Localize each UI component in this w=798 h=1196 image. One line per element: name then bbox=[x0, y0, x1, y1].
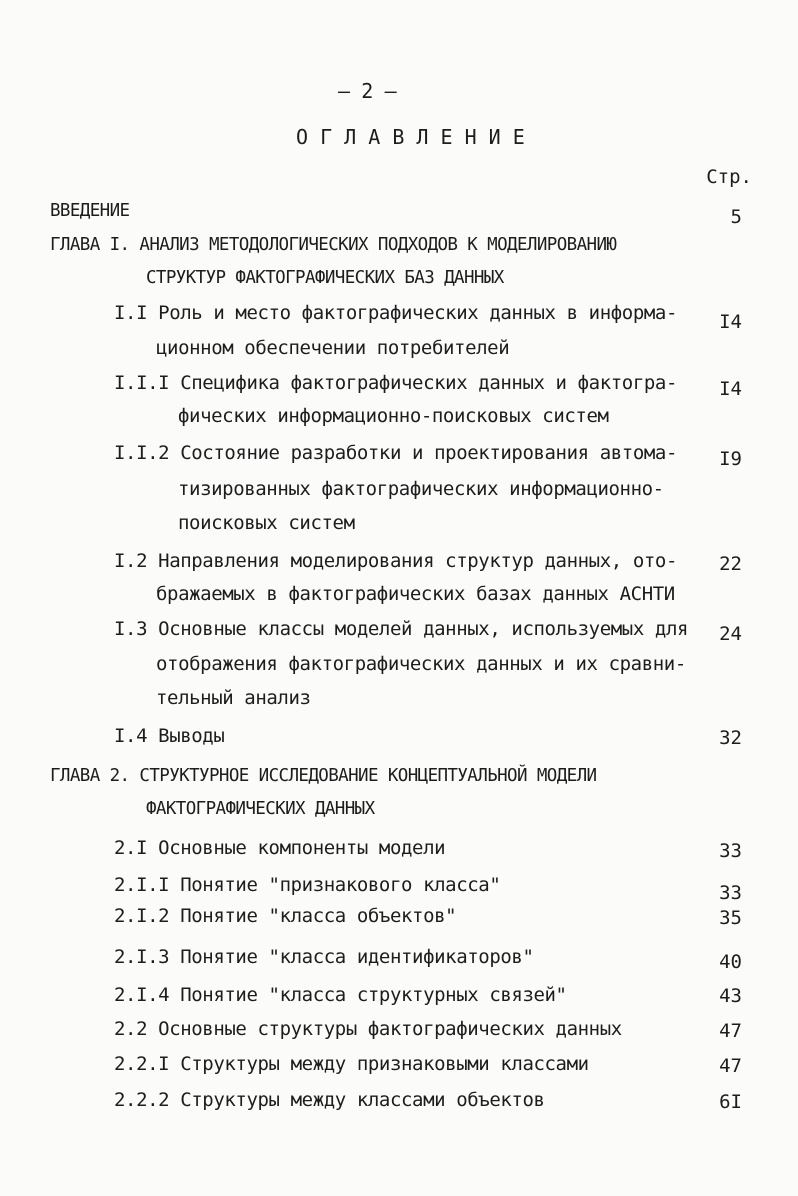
page-number: – 2 – bbox=[338, 79, 397, 103]
toc-entry-line: фических информационно-поисковых систем bbox=[178, 405, 609, 427]
toc-entry-line: ВВЕДЕНИЕ bbox=[50, 201, 130, 221]
toc-entry-line: 2.2 Основные структуры фактографических данных bbox=[114, 1018, 622, 1040]
toc-entry-line: I.I.I Специфика фактографических данных и фактогра- bbox=[114, 372, 677, 394]
toc-page-number: 40 bbox=[719, 951, 742, 973]
toc-entry-line: ционном обеспечении потребителей bbox=[156, 337, 510, 359]
toc-entry-line: СТРУКТУР ФАКТОГРАФИЧЕСКИХ БАЗ ДАННЫХ bbox=[146, 268, 504, 288]
toc-entry-line: отображения фактографических данных и их сравни- bbox=[156, 653, 686, 675]
toc-title: О Г Л А В Л Е Н И Е bbox=[296, 125, 525, 149]
toc-page-number: 33 bbox=[719, 882, 742, 904]
toc-entry-line: 2.2.2 Структуры между классами объектов bbox=[114, 1089, 545, 1111]
toc-page-number: 43 bbox=[719, 985, 742, 1007]
toc-page-number: I9 bbox=[719, 448, 742, 470]
toc-page-number: I4 bbox=[719, 311, 742, 333]
toc-page-number: 5 bbox=[730, 206, 742, 228]
toc-entry-line: 2.I.I Понятие "признакового класса" bbox=[114, 874, 501, 896]
toc-entry-line: 2.I.2 Понятие "класса объектов" bbox=[114, 905, 457, 927]
toc-page-number: 32 bbox=[719, 727, 742, 749]
toc-page-number: 33 bbox=[719, 840, 742, 862]
toc-entry-line: 2.2.I Структуры между признаковыми классами bbox=[114, 1053, 589, 1075]
toc-page-number: 22 bbox=[719, 553, 742, 575]
toc-entry-line: ГЛАВА I. АНАЛИЗ МЕТОДОЛОГИЧЕСКИХ ПОДХОДОВ К МОДЕЛИРОВАНИЮ bbox=[50, 235, 617, 255]
toc-entry-line: тельный анализ bbox=[156, 687, 311, 709]
toc-entry-line: I.I.2 Состояние разработки и проектирования автома- bbox=[114, 442, 677, 464]
toc-page-number: 6I bbox=[719, 1091, 742, 1113]
toc-page-number: 35 bbox=[719, 907, 742, 929]
toc-entry-line: I.I Роль и место фактографических данных в информа- bbox=[114, 302, 677, 324]
toc-entry-line: ГЛАВА 2. СТРУКТУРНОЕ ИССЛЕДОВАНИЕ КОНЦЕПТУАЛЬНОЙ МОДЕЛИ bbox=[50, 766, 597, 786]
toc-entry-line: I.3 Основные классы моделей данных, используемых для bbox=[114, 618, 689, 640]
toc-page-number: 47 bbox=[719, 1020, 742, 1042]
toc-page-number: 24 bbox=[719, 623, 742, 645]
toc-entry-line: I.2 Направления моделирования структур данных, ото- bbox=[114, 550, 677, 572]
toc-entry-line: 2.I Основные компоненты модели bbox=[114, 837, 446, 859]
toc-page-number: 47 bbox=[719, 1055, 742, 1077]
toc-entry-line: I.4 Выводы bbox=[114, 725, 225, 747]
toc-page-number: I4 bbox=[719, 378, 742, 400]
page-column-label: Стр. bbox=[706, 166, 752, 188]
toc-entry-line: бражаемых в фактографических базах данных АСНТИ bbox=[156, 583, 675, 605]
toc-entry-line: поисковых систем bbox=[178, 512, 355, 534]
toc-entry-line: 2.I.4 Понятие "класса структурных связей" bbox=[114, 984, 567, 1006]
toc-entry-line: 2.I.3 Понятие "класса идентификаторов" bbox=[114, 946, 534, 968]
toc-entry-line: тизированных фактографических информационно- bbox=[178, 478, 664, 500]
toc-entry-line: ФАКТОГРАФИЧЕСКИХ ДАННЫХ bbox=[146, 799, 375, 819]
